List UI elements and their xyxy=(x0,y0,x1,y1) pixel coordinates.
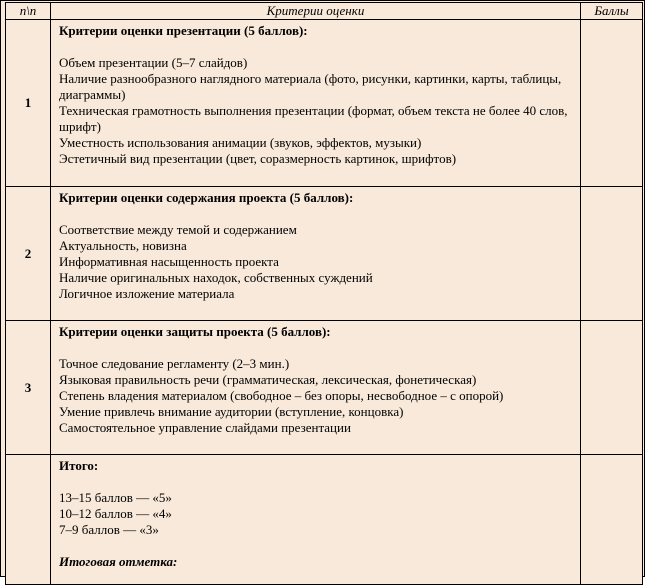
criteria-item: Умение привлечь внимание аудитории (вступление, концовка) xyxy=(59,404,404,419)
header-number: п\п xyxy=(6,3,51,20)
table-header-row xyxy=(6,3,643,20)
header-points: Баллы xyxy=(581,3,643,20)
criteria-item: Объем презентации (5–7 слайдов) xyxy=(59,55,248,70)
row-number: 3 xyxy=(6,321,51,455)
criteria-item: Информативная насыщенность проекта xyxy=(59,254,279,269)
criteria-item: Языковая правильность речи (грамматическая, лексическая, фонетическая) xyxy=(59,372,477,387)
summary-number-cell xyxy=(6,455,51,585)
row-number: 2 xyxy=(6,187,51,321)
criteria-item: Наличие разнообразного наглядного материала (фото, рисунки, картинки, карты, таблицы, диаграммы) xyxy=(59,71,562,102)
criteria-cell xyxy=(51,187,581,321)
summary-heading: Итого: xyxy=(59,458,99,473)
table-row xyxy=(6,20,643,187)
summary-cell xyxy=(51,455,581,585)
criteria-heading: Критерии оценки защиты проекта (5 баллов): xyxy=(59,324,331,339)
grade-scale-line: 7–9 баллов — «3» xyxy=(59,522,159,537)
points-cell[interactable] xyxy=(581,20,643,187)
criteria-item: Логичное изложение материала xyxy=(59,286,235,301)
final-grade-label: Итоговая отметка: xyxy=(59,554,178,569)
criteria-item: Эстетичный вид презентации (цвет, соразмерность картинок, шрифтов) xyxy=(59,151,457,166)
points-cell[interactable] xyxy=(581,187,643,321)
header-criteria: Критерии оценки xyxy=(51,3,581,20)
row-number: 1 xyxy=(6,20,51,187)
criteria-item: Уместность использования анимации (звуков, эффектов, музыки) xyxy=(59,135,422,150)
summary-row xyxy=(6,455,643,585)
criteria-item: Соответствие между темой и содержанием xyxy=(59,222,297,237)
criteria-item: Точное следование регламенту (2–3 мин.) xyxy=(59,356,290,371)
points-cell[interactable] xyxy=(581,455,643,585)
criteria-item: Актуальность, новизна xyxy=(59,238,187,253)
criteria-cell xyxy=(51,321,581,455)
criteria-item: Степень владения материалом (свободное – без опоры, несвободное – с опорой) xyxy=(59,388,504,403)
table-row xyxy=(6,187,643,321)
grade-scale-line: 10–12 баллов — «4» xyxy=(59,506,172,521)
points-cell[interactable] xyxy=(581,321,643,455)
assessment-table xyxy=(5,2,643,585)
criteria-heading: Критерии оценки презентации (5 баллов): xyxy=(59,23,308,38)
criteria-item: Наличие оригинальных находок, собственных суждений xyxy=(59,270,373,285)
grade-scale-line: 13–15 баллов — «5» xyxy=(59,490,172,505)
criteria-item: Техническая грамотность выполнения презентации (формат, объем текста не более 40 слов, шрифт) xyxy=(59,103,568,134)
criteria-item: Самостоятельное управление слайдами презентации xyxy=(59,420,351,435)
criteria-heading: Критерии оценки содержания проекта (5 баллов): xyxy=(59,190,354,205)
criteria-cell xyxy=(51,20,581,187)
table-row xyxy=(6,321,643,455)
